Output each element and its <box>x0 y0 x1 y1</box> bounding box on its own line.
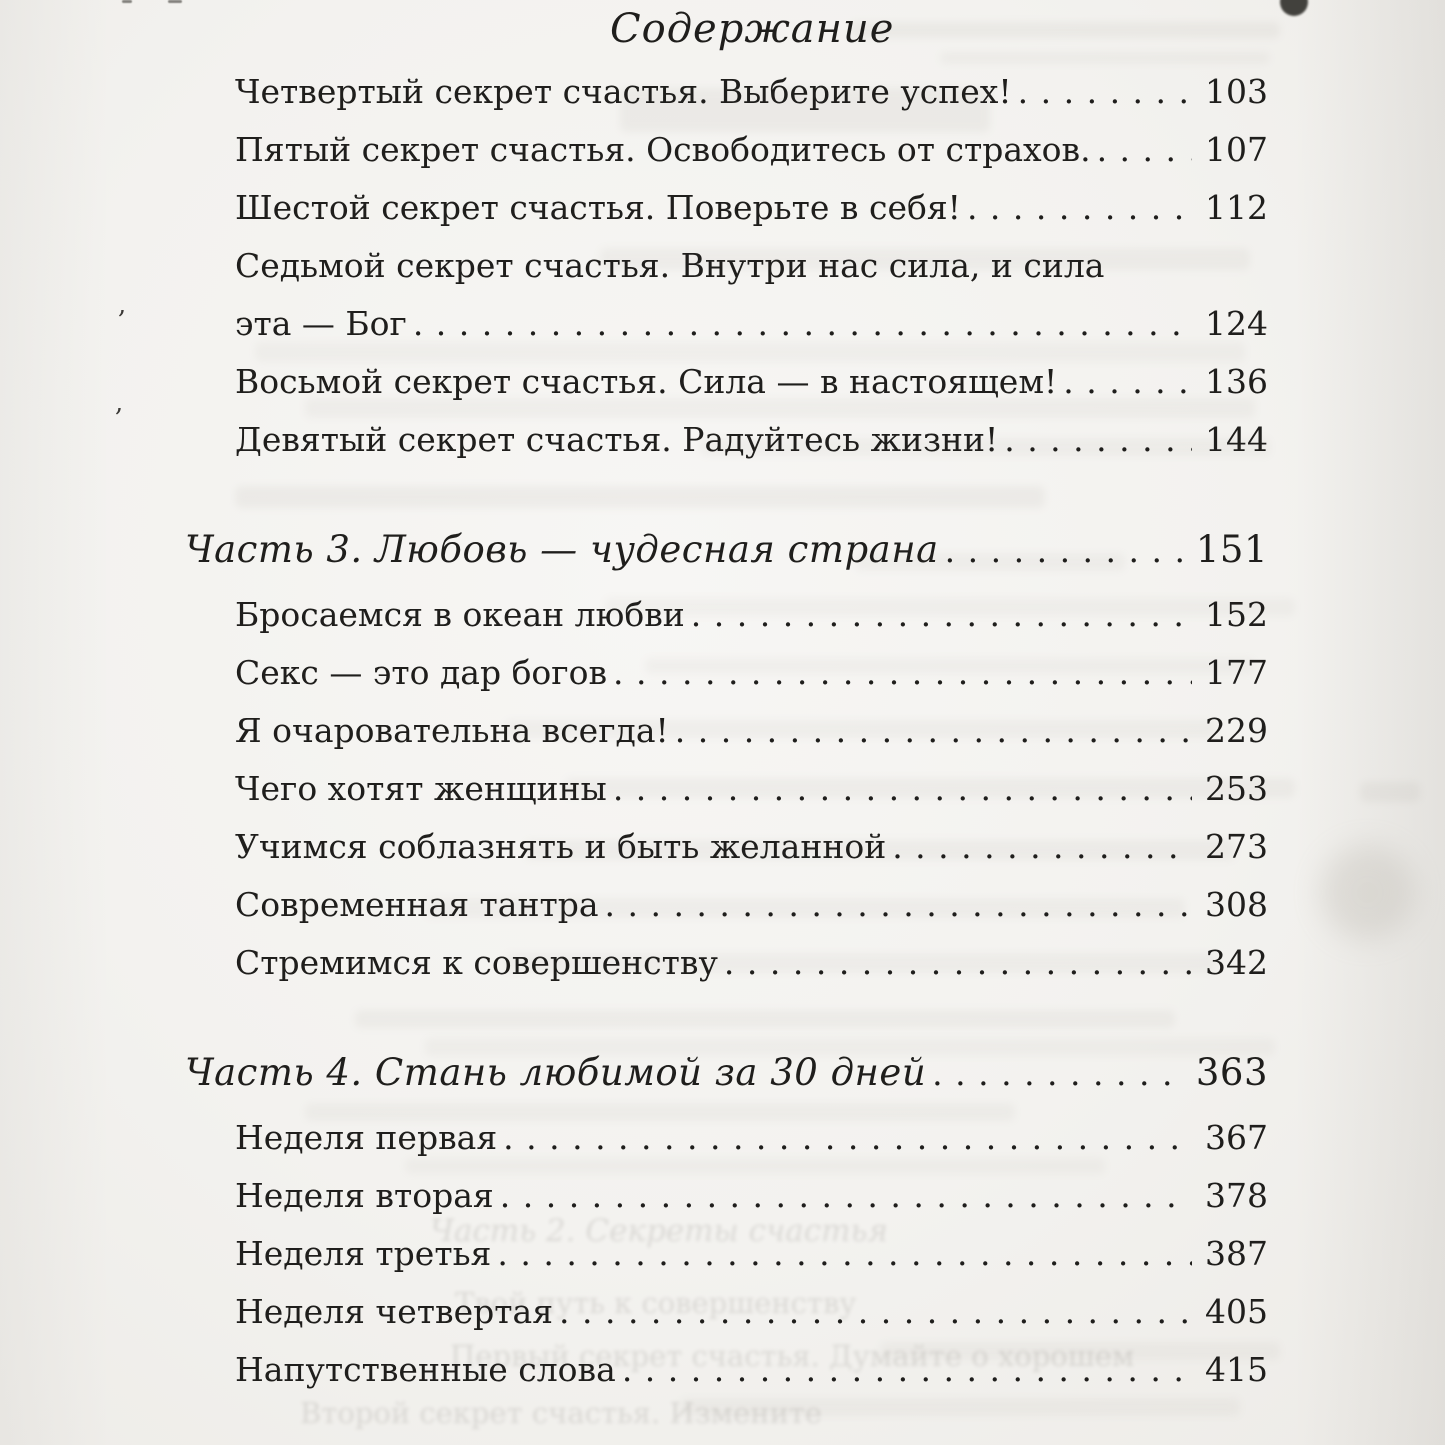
bleedthrough-text: Часть 2. Секреты счастья <box>430 1213 888 1249</box>
dot-leader <box>559 1294 1192 1330</box>
bleedthrough-smudge <box>850 22 1280 38</box>
page-edge-shadow <box>0 0 110 1445</box>
toc-entry-page-number: 144 <box>1205 420 1268 459</box>
toc-entry-row <box>185 1236 1268 1272</box>
toc-entry-label: Современная тантра <box>235 885 599 924</box>
toc-entry-label: Учимся соблазнять и быть желанной <box>235 827 887 866</box>
toc-entry-row <box>185 132 1268 168</box>
dot-leader <box>892 829 1192 865</box>
bleedthrough-smudge <box>940 52 1270 64</box>
dot-leader <box>691 597 1192 633</box>
ink-speck: , <box>115 388 124 418</box>
toc-entry-label: Девятый секрет счастья. Радуйтесь жизни! <box>235 420 999 459</box>
toc-entry-label: Седьмой секрет счастья. Внутри нас сила, и сила <box>235 246 1105 285</box>
toc-entry-row <box>185 190 1268 226</box>
toc-section-row <box>185 1053 1268 1094</box>
ink-speck <box>122 0 132 3</box>
dot-leader <box>945 530 1184 571</box>
toc-entry-label: Четвертый секрет счастья. Выберите успех! <box>235 72 1012 111</box>
dot-leader <box>967 190 1192 226</box>
toc-entry-page-number: 152 <box>1205 595 1268 634</box>
page-title: Содержание <box>610 6 895 52</box>
toc-entry-page-number: 387 <box>1205 1234 1268 1273</box>
toc-entry-row <box>185 306 1268 342</box>
toc-entry-label: Неделя третья <box>235 1234 492 1273</box>
toc-entry-row <box>185 74 1268 110</box>
dot-leader <box>503 1120 1192 1156</box>
toc-entry-page-number: 415 <box>1205 1350 1268 1389</box>
toc-entry-label: Я очаровательна всегда! <box>235 711 669 750</box>
dot-leader <box>932 1053 1184 1094</box>
toc-entry-label: эта — Бог <box>235 304 407 343</box>
page-edge-shadow <box>1295 0 1445 1445</box>
dot-leader <box>500 1178 1192 1214</box>
toc-entry-page-number: 405 <box>1205 1292 1268 1331</box>
bleedthrough-text: Твой путь к совершенству <box>455 1286 857 1320</box>
toc-entry-page-number: 107 <box>1205 130 1268 169</box>
toc-entry-row <box>185 364 1268 400</box>
dot-leader <box>622 1352 1192 1388</box>
dot-leader <box>724 945 1192 981</box>
toc-section-row <box>185 530 1268 571</box>
toc-entry-row <box>185 248 1268 284</box>
toc-entry-row <box>185 829 1268 865</box>
toc-entry-row <box>185 597 1268 633</box>
toc-entry-label: Чего хотят женщины <box>235 769 607 808</box>
toc-entry-page-number: 253 <box>1205 769 1268 808</box>
dot-leader <box>497 1236 1192 1272</box>
toc-entry-page-number: 177 <box>1205 653 1268 692</box>
toc-entry-row <box>185 1294 1268 1330</box>
toc-entry-page-number: 136 <box>1205 362 1268 401</box>
ink-speck: , <box>118 290 127 320</box>
toc-entry-page-number: 229 <box>1205 711 1268 750</box>
toc-entry-label: Неделя первая <box>235 1118 498 1157</box>
bleedthrough-text: Второй секрет счастья. Измените <box>300 1396 823 1430</box>
toc-entry-page-number: 273 <box>1205 827 1268 866</box>
toc-entry-row <box>185 713 1268 749</box>
toc-entry-page-number: 124 <box>1205 304 1268 343</box>
toc-section-label: Часть 3. Любовь — чудесная страна <box>185 528 939 571</box>
toc-entry-label: Неделя четвертая <box>235 1292 554 1331</box>
toc-entry-row <box>185 945 1268 981</box>
toc-entry-label: Шестой секрет счастья. Поверьте в себя! <box>235 188 961 227</box>
toc-entry-page-number: 363 <box>1195 1051 1268 1094</box>
toc-entry-page-number: 378 <box>1205 1176 1268 1215</box>
dot-leader <box>1018 74 1192 110</box>
toc-entry-label: Напутственные слова <box>235 1350 616 1389</box>
ink-speck <box>168 0 182 3</box>
bleedthrough-smudge <box>1360 782 1420 802</box>
toc-entry-page-number: 151 <box>1195 528 1268 571</box>
dot-leader <box>1004 422 1192 458</box>
bleedthrough-smudge <box>1320 845 1415 940</box>
dot-leader <box>613 771 1192 807</box>
toc-entry-row <box>185 655 1268 691</box>
dot-leader <box>413 306 1192 342</box>
toc-section-label: Часть 4. Стань любимой за 30 дней <box>185 1051 927 1094</box>
toc-list <box>185 74 1268 1410</box>
toc-entry-label: Неделя вторая <box>235 1176 494 1215</box>
toc-entry-label: Восьмой секрет счастья. Сила — в настоящем! <box>235 362 1058 401</box>
toc-entry-page-number: 103 <box>1205 72 1268 111</box>
dot-leader <box>1097 132 1192 168</box>
toc-entry-page-number: 112 <box>1205 188 1268 227</box>
toc-entry-page-number: 308 <box>1205 885 1268 924</box>
toc-entry-row <box>185 422 1268 458</box>
toc-entry-row <box>185 771 1268 807</box>
toc-entry-label: Бросаемся в океан любви <box>235 595 685 634</box>
dot-leader <box>1063 364 1192 400</box>
toc-entry-page-number: 342 <box>1205 943 1268 982</box>
dot-leader <box>613 655 1192 691</box>
bleedthrough-text: Первый секрет счастья. Думайте о хорошем <box>450 1339 1135 1373</box>
toc-entry-row <box>185 1178 1268 1214</box>
scan-artifact-blob <box>1280 0 1308 16</box>
dot-leader <box>675 713 1192 749</box>
toc-entry-label: Секс — это дар богов <box>235 653 608 692</box>
dot-leader <box>605 887 1193 923</box>
toc-entry-row <box>185 1120 1268 1156</box>
toc-entry-page-number: 367 <box>1205 1118 1268 1157</box>
toc-entry-label: Пятый секрет счастья. Освободитесь от страхов. <box>235 130 1091 169</box>
toc-entry-row <box>185 1352 1268 1388</box>
toc-entry-label: Стремимся к совершенству <box>235 943 718 982</box>
toc-entry-row <box>185 887 1268 923</box>
